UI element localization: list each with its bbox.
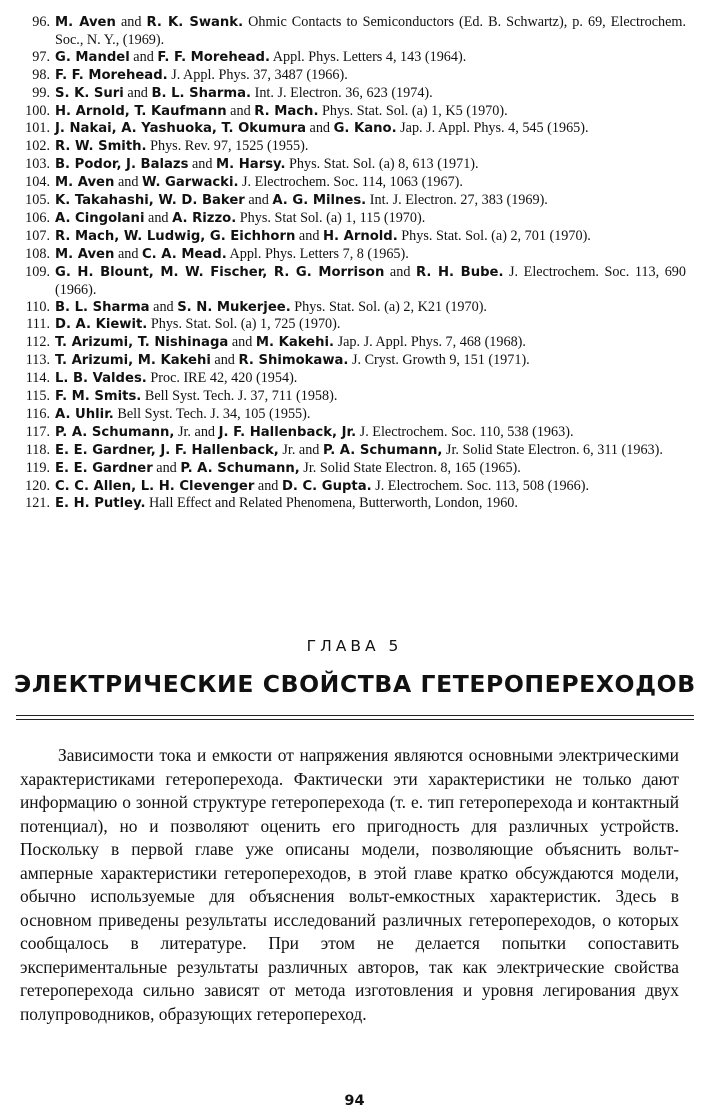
reference-authors-second: P. A. Schumann, [180,460,300,476]
reference-separator: and [149,298,178,315]
reference-number: 106. [25,209,50,226]
reference-number: 102. [25,138,50,155]
reference-authors: S. K. Suri [55,85,124,101]
reference-citation: Phys. Stat. Sol. (a) 1, K5 (1970). [318,102,508,119]
reference-separator: Jr. and [174,423,219,440]
reference-number: 119. [25,459,50,476]
reference-authors-second: M. Kakehi. [255,335,335,351]
reference-citation: Appl. Phys. Letters 4, 143 (1964). [270,48,467,65]
reference-citation: Phys. Stat. Sol. (a) 8, 613 (1971). [285,156,479,173]
reference-item [18,316,686,334]
reference-number: 116. [25,405,50,422]
reference-authors: D. A. Kiewit. [55,317,148,333]
reference-item [18,192,686,210]
reference-separator: and [244,192,273,209]
reference-separator: and [226,102,255,119]
reference-number: 103. [25,156,50,173]
reference-number: 120. [25,477,50,494]
reference-item [18,210,686,228]
reference-number: 109. [25,263,50,280]
reference-authors-second: S. N. Mukerjee. [177,299,291,315]
reference-citation: J. Electrochem. Soc. 113, 690 (1966). [55,263,686,298]
reference-number: 115. [25,388,50,405]
reference-item [18,334,686,352]
reference-item [18,478,686,496]
title-rule-bottom [16,719,694,720]
reference-item [18,388,686,406]
reference-authors-second: B. L. Sharma. [151,85,252,101]
reference-citation: J. Electrochem. Soc. 113, 508 (1966). [371,477,590,494]
reference-citation: J. Electrochem. Soc. 114, 1063 (1967). [238,174,463,191]
reference-number: 117. [25,423,50,440]
reference-item [18,174,686,192]
title-rule-top [16,715,694,716]
reference-authors-second: R. Mach. [254,103,319,119]
reference-number: 96. [32,14,50,30]
reference-citation: Bell Syst. Tech. J. 34, 105 (1955). [113,405,311,422]
reference-authors: T. Arizumi, M. Kakehi [55,353,211,369]
reference-authors: L. B. Valdes. [55,371,147,387]
reference-number: 118. [25,441,50,458]
reference-item [18,156,686,174]
reference-item [18,370,686,388]
reference-separator: and [254,477,282,494]
reference-authors-second: A. G. Milnes. [272,193,367,209]
reference-item [18,495,686,513]
reference-authors-second: H. Arnold. [322,228,398,244]
reference-separator: and [114,245,142,262]
reference-item [18,103,686,121]
reference-item [18,246,686,264]
reference-item [18,264,686,299]
reference-citation: Phys. Stat. Sol. (a) 2, 701 (1970). [397,227,591,244]
reference-citation: Phys. Stat. Sol. (a) 2, K21 (1970). [290,298,487,315]
reference-item [18,49,686,67]
reference-citation: Hall Effect and Related Phenomena, Butterworth, London, 1960. [145,495,518,512]
reference-authors-second: A. Rizzo. [172,210,237,226]
reference-item [18,138,686,156]
reference-separator: and [152,459,181,476]
reference-citation: J. Electrochem. Soc. 110, 538 (1963). [356,423,574,440]
reference-citation: Phys. Rev. 97, 1525 (1955). [146,138,309,155]
reference-authors-second: F. F. Morehead. [157,49,270,65]
reference-citation: Jap. J. Appl. Phys. 7, 468 (1968). [334,334,526,351]
reference-authors: E. E. Gardner, J. F. Hallenback, [55,442,279,458]
reference-item [18,352,686,370]
reference-separator: and [129,48,158,65]
reference-separator: and [114,174,142,191]
reference-citation: Jr. Solid State Electron. 6, 311 (1963). [442,441,663,458]
reference-authors: H. Arnold, T. Kaufmann [55,103,227,119]
reference-item [18,14,686,49]
reference-number: 99. [32,84,50,101]
body-paragraph: Зависимости тока и емкости от напряжения являются основными электрическими характеристиками гетероперехода. Фактически эти характеристики не только дают информацию о зонной структуре гетероперехода (т. е. тип гетероперехода и контактный потенциал), но и позволяют оценить его пригодность для различных устройств. Поскольку в первой главе уже описаны модели, позволяющие объяснить вольт-амперные характеристики гетеропереходов, в этой главе кратко обсуждаются модели, обычно используемые для объяснения вольт-емкостных характеристик. Здесь в основном приведены результаты исследований различных гетеропереходов, о которых сообщалось в литературе. При этом не делается попытки сопоставить экспериментальные результаты различных авторов, так как электрические свойства гетеропереходa сильно зависят от метода изготовления и уровня легирования двух полупроводников, образующих гетеропереход. [20,745,679,1024]
reference-number: 110. [25,298,50,315]
reference-number: 100. [25,102,50,119]
reference-separator: and [123,84,152,101]
reference-authors: M. Aven [55,246,115,262]
reference-authors: R. Mach, W. Ludwig, G. Eichhorn [55,228,296,244]
reference-citation: Int. J. Electron. 36, 623 (1974). [251,84,433,101]
reference-separator: and [188,156,217,173]
reference-authors-second: C. A. Mead. [141,246,227,262]
reference-authors: F. M. Smits. [55,389,142,405]
reference-authors-second: P. A. Schumann, [322,442,443,458]
reference-citation: Bell Syst. Tech. J. 37, 711 (1958). [141,388,338,405]
reference-number: 108. [25,245,50,262]
reference-authors: J. Nakai, A. Yashuoka, T. Okumura [55,121,306,137]
reference-item [18,424,686,442]
reference-number: 104. [25,174,50,191]
reference-authors: E. H. Putley. [55,496,146,512]
reference-authors: A. Uhlir. [55,406,114,422]
reference-citation: Phys. Stat Sol. (a) 1, 115 (1970). [236,209,426,226]
reference-authors: T. Arizumi, T. Nishinaga [55,335,229,351]
reference-authors-second: J. F. Hallenback, Jr. [218,424,357,440]
reference-authors: F. F. Morehead. [55,67,168,83]
reference-separator: and [305,120,334,137]
reference-separator: and [144,209,173,226]
reference-citation: J. Appl. Phys. 37, 3487 (1966). [167,66,348,83]
reference-citation: Appl. Phys. Letters 7, 8 (1965). [226,245,409,262]
reference-number: 105. [25,192,50,209]
reference-citation: Jap. J. Appl. Phys. 4, 545 (1965). [396,120,589,137]
reference-item [18,85,686,103]
reference-authors: M. Aven [55,15,116,30]
reference-authors: G. H. Blount, M. W. Fischer, R. G. Morrison [55,264,385,280]
reference-authors-second: D. C. Gupta. [281,478,372,494]
reference-authors: A. Cingolani [55,210,145,226]
reference-separator: and [228,334,256,351]
reference-authors: C. C. Allen, L. H. Clevenger [55,478,255,494]
reference-citation: Phys. Stat. Sol. (a) 1, 725 (1970). [147,316,341,333]
reference-item [18,406,686,424]
reference-authors-second: M. Harsy. [216,157,286,173]
reference-citation: Int. J. Electron. 27, 383 (1969). [366,192,548,209]
reference-item [18,228,686,246]
reference-authors-second: G. Kano. [333,121,397,137]
reference-authors-second: R. K. Swank. [146,15,244,30]
reference-authors: B. Podor, J. Balazs [55,157,189,173]
reference-authors-second: R. Shimokawa. [238,353,349,369]
reference-citation: Ohmic Contacts to Semiconductors (Ed. B. Schwartz), p. 69, Electrochem. Soc., N. Y., (1969). [55,14,686,48]
reference-number: 113. [25,352,50,369]
reference-item [18,67,686,85]
reference-number: 111. [26,316,50,333]
reference-number: 97. [32,48,50,65]
reference-separator: and [384,263,416,280]
reference-item [18,299,686,317]
reference-number: 114. [25,370,50,387]
reference-separator: and [115,14,147,30]
reference-item [18,120,686,138]
reference-authors: K. Takahashi, W. D. Baker [55,193,245,209]
reference-separator: and [210,352,239,369]
chapter-label: ГЛАВА 5 [306,637,403,655]
reference-authors-second: R. H. Bube. [415,264,504,280]
reference-citation: Jr. Solid State Electron. 8, 165 (1965). [299,459,521,476]
reference-number: 98. [32,66,50,83]
reference-item [18,442,686,460]
reference-separator: Jr. and [278,441,323,458]
reference-number: 101. [25,120,50,137]
reference-authors: P. A. Schumann, [55,424,175,440]
reference-item [18,460,686,478]
reference-authors: M. Aven [55,175,115,191]
chapter-title: ЭЛЕКТРИЧЕСКИЕ СВОЙСТВА ГЕТЕРОПЕРЕХОДОВ [14,670,696,698]
reference-authors-second: W. Garwacki. [141,175,239,191]
reference-list [18,14,686,513]
reference-separator: and [295,227,323,244]
reference-authors: B. L. Sharma [55,299,150,315]
reference-number: 121. [25,495,50,512]
reference-number: 107. [25,227,50,244]
reference-authors: E. E. Gardner [55,460,153,476]
reference-authors: G. Mandel [55,49,130,65]
reference-authors: R. W. Smith. [55,139,147,155]
reference-number: 112. [25,334,50,351]
page-number: 94 [344,1093,365,1109]
reference-citation: Proc. IRE 42, 420 (1954). [146,370,298,387]
reference-citation: J. Cryst. Growth 9, 151 (1971). [348,352,530,369]
